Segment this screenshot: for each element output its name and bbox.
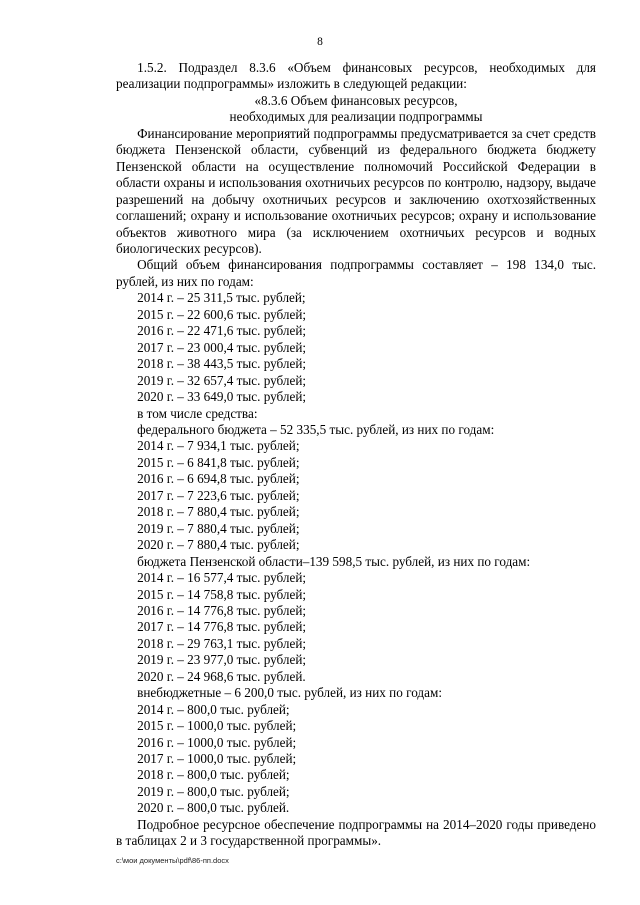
financing-paragraph: Финансирование мероприятий подпрограммы предусматривается за счет средств бюджета Пензенской области, субвенций из федерального бюджета бюджету Пензенской области на осуществление полномочий Российской Федерации в области охраны и использования охотничьих ресурсов по контролю, надзору, выдаче разрешений на добычу охотничьих ресурсов и заключению охотхозяйственных соглашений; охрану и использование охотничьих ресурсов; охрану и использование объектов животного мира (за исключением охотничьих ресурсов и водных биологических ресурсов). (116, 125, 596, 256)
regional-year-2020: 2020 г. – 24 968,6 тыс. рублей. (137, 668, 306, 684)
federal-year-2016: 2016 г. – 6 694,8 тыс. рублей; (137, 471, 300, 487)
including-label: в том числе средства: (137, 405, 258, 421)
extrabudget-year-2017: 2017 г. – 1000,0 тыс. рублей; (137, 751, 297, 767)
regional-year-2014: 2014 г. – 16 577,4 тыс. рублей; (137, 570, 307, 586)
section-heading-line2: необходимых для реализации подпрограммы (229, 109, 483, 125)
federal-year-2020: 2020 г. – 7 880,4 тыс. рублей; (137, 537, 300, 553)
federal-year-2017: 2017 г. – 7 223,6 тыс. рублей; (137, 487, 300, 503)
document-body (116, 60, 596, 850)
federal-year-2019: 2019 г. – 7 880,4 тыс. рублей; (137, 520, 300, 536)
total-year-2018: 2018 г. – 38 443,5 тыс. рублей; (137, 356, 307, 372)
extrabudget-intro: внебюджетные – 6 200,0 тыс. рублей, из них по годам: (137, 685, 442, 701)
extrabudget-year-2015: 2015 г. – 1000,0 тыс. рублей; (137, 718, 297, 734)
intro-paragraph: 1.5.2. Подраздел 8.3.6 «Объем финансовых ресурсов, необходимых для реализации подпрограммы» изложить в следующей редакции: (116, 60, 596, 92)
regional-year-2016: 2016 г. – 14 776,8 тыс. рублей; (137, 602, 307, 618)
extrabudget-year-2020: 2020 г. – 800,0 тыс. рублей. (137, 800, 290, 816)
footer-file-path: c:\мои документы\pdf\86-пп.docx (116, 856, 229, 865)
total-year-2014: 2014 г. – 25 311,5 тыс. рублей; (137, 290, 306, 306)
federal-year-2014: 2014 г. – 7 934,1 тыс. рублей; (137, 438, 300, 454)
regional-year-2015: 2015 г. – 14 758,8 тыс. рублей; (137, 586, 307, 602)
extrabudget-year-2019: 2019 г. – 800,0 тыс. рублей; (137, 783, 290, 799)
regional-year-2019: 2019 г. – 23 977,0 тыс. рублей; (137, 652, 307, 668)
extrabudget-year-2016: 2016 г. – 1000,0 тыс. рублей; (137, 734, 297, 750)
federal-year-2015: 2015 г. – 6 841,8 тыс. рублей; (137, 454, 300, 470)
total-intro: Общий объем финансирования подпрограммы составляет – 198 134,0 тыс. рублей, из них по годам: (116, 257, 596, 289)
total-year-2020: 2020 г. – 33 649,0 тыс. рублей; (137, 389, 307, 405)
regional-intro: бюджета Пензенской области–139 598,5 тыс. рублей, из них по годам: (137, 553, 531, 569)
total-year-2017: 2017 г. – 23 000,4 тыс. рублей; (137, 339, 307, 355)
extrabudget-year-2014: 2014 г. – 800,0 тыс. рублей; (137, 701, 290, 717)
extrabudget-year-2018: 2018 г. – 800,0 тыс. рублей; (137, 767, 290, 783)
regional-year-2018: 2018 г. – 29 763,1 тыс. рублей; (137, 635, 307, 651)
total-year-2015: 2015 г. – 22 600,6 тыс. рублей; (137, 306, 307, 322)
federal-intro: федерального бюджета – 52 335,5 тыс. рублей, из них по годам: (137, 421, 495, 437)
total-year-2019: 2019 г. – 32 657,4 тыс. рублей; (137, 372, 307, 388)
federal-year-2018: 2018 г. – 7 880,4 тыс. рублей; (137, 504, 300, 520)
section-heading-line1: «8.3.6 Объем финансовых ресурсов, (254, 92, 458, 108)
closing-paragraph: Подробное ресурсное обеспечение подпрограммы на 2014–2020 годы приведено в таблицах 2 и 3 государственной программы». (116, 816, 596, 849)
page-number: 8 (317, 36, 323, 48)
total-year-2016: 2016 г. – 22 471,6 тыс. рублей; (137, 323, 307, 339)
regional-year-2017: 2017 г. – 14 776,8 тыс. рублей; (137, 619, 307, 635)
